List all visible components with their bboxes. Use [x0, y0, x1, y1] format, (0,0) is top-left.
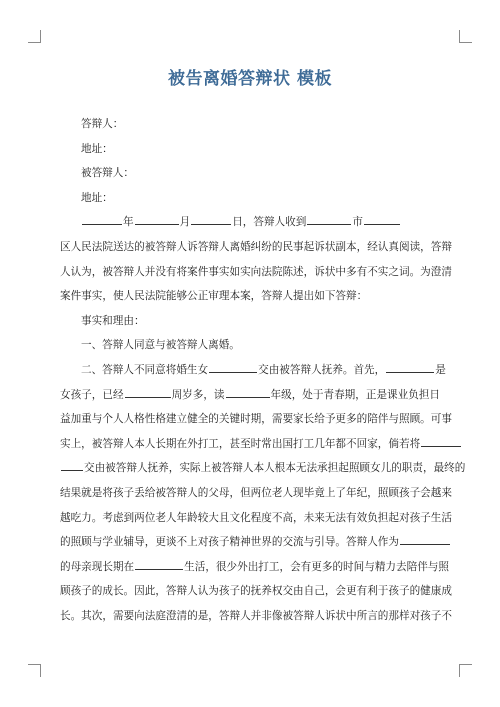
day-received-text: 日，答辩人收到: [232, 216, 307, 229]
p2-l1-text-a: 二、答辩人不同意将婚生女: [81, 363, 209, 376]
facts-heading: 事实和理由：: [81, 314, 145, 327]
p2-l4-text: 实上，被答辩人本人长期在外打工，甚至时常出国打工几年都不回家，倘若将: [60, 437, 421, 450]
child-name-blank: [421, 433, 461, 447]
point-2-line-2: [60, 383, 440, 408]
p2-l2-text-a: 女孩子，已经: [60, 388, 124, 401]
respondent-address-label: 地址：: [81, 142, 113, 155]
p2-l1-text-b: 交由被答辩人抚养。首先，: [258, 363, 386, 376]
crop-mark-bottom-left: [28, 664, 41, 677]
point-2-line-1: [60, 358, 446, 383]
p2-l1-text-c: 是: [435, 363, 446, 376]
district-blank: [364, 211, 400, 225]
point-2-line-4: [60, 432, 440, 457]
point-2-line-6: 结果就是将孩子丢给被答辩人的父母，但两位老人现毕竟上了年纪，照顾孩子会越来: [60, 486, 452, 499]
point-2-line-5: [60, 456, 466, 481]
month-blank: [135, 211, 179, 225]
intro-line-1: [60, 210, 440, 235]
city-blank: [307, 211, 351, 225]
point-2-line-8: [60, 530, 440, 555]
residence-blank: [135, 556, 183, 570]
point-2-line-7: 越吃力。考虑到两位老人年龄较大且文化程度不高，未来无法有效负担起对孩子生活: [60, 511, 452, 524]
p2-l5-text: 交由被答辩人抚养，实际上被答辩人本人根本无法承担起照顾女儿的职责，最终的: [84, 462, 466, 475]
crop-mark-bottom-right: [459, 664, 472, 677]
plaintiff-address-label: 地址：: [81, 191, 113, 204]
city-text: 市: [352, 216, 363, 229]
daughter-name-blank: [209, 359, 257, 373]
document-title: 被告离婚答辩状 模板: [168, 69, 332, 89]
crop-mark-top-left: [28, 30, 41, 43]
p2-l9-text-a: 的母亲现长期在: [60, 560, 135, 573]
p2-l8-text: 的照顾与学业辅导，更谈不上对孩子精神世界的交流与引导。答辩人作为: [60, 536, 399, 549]
intro-line-2: 区人民法院送达的被答辩人诉答辩人离婚纠纷的民事起诉状副本，经认真阅读，答辩: [60, 240, 452, 253]
point-2-line-9: [60, 555, 449, 580]
p2-l9-text-b: 生活，很少外出打工，会有更多的时间与精力去陪伴与照: [184, 560, 449, 573]
intro-line-4: 案件事实，使人民法院能够公正审理本案，答辩人提出如下答辩：: [60, 290, 368, 303]
p2-l2-text-b: 周岁多，读: [171, 388, 225, 401]
p2-l2-text-c: 年级，处于青春期，正是课业负担日: [270, 388, 441, 401]
day-blank: [191, 211, 231, 225]
point-2-line-3: 益加重与个人人格性格建立健全的关键时期，需要家长给予更多的陪伴与照顾。可事: [60, 413, 452, 426]
plaintiff-label: 被答辩人：: [81, 167, 134, 180]
point-1: 一、答辩人同意与被答辩人离婚。: [81, 339, 240, 352]
intro-line-3: 人认为，被答辩人并没有将案件事实如实向法院陈述，诉状中多有不实之词。为澄清: [60, 265, 452, 278]
year-blank: [82, 211, 122, 225]
point-2-line-10: 顾孩子的成长。因此，答辩人认为孩子的抚养权交由自己，会更有利于孩子的健康成: [60, 585, 452, 598]
point-2-line-11: 长。其次，需要向法庭澄清的是，答辩人并非像被答辩人诉状中所言的那样对孩子不: [60, 609, 452, 622]
respondent-label: 答辩人：: [81, 118, 124, 130]
document-body: [60, 112, 466, 628]
child-name-blank-cont: [61, 457, 83, 471]
month-text: 月: [179, 216, 191, 229]
mother-of-blank: [400, 531, 450, 545]
crop-mark-top-right: [459, 30, 472, 43]
grade-blank: [226, 384, 270, 398]
age-blank: [125, 384, 171, 398]
year-text: 年: [123, 216, 134, 229]
daughter-name-blank-2: [386, 359, 434, 373]
